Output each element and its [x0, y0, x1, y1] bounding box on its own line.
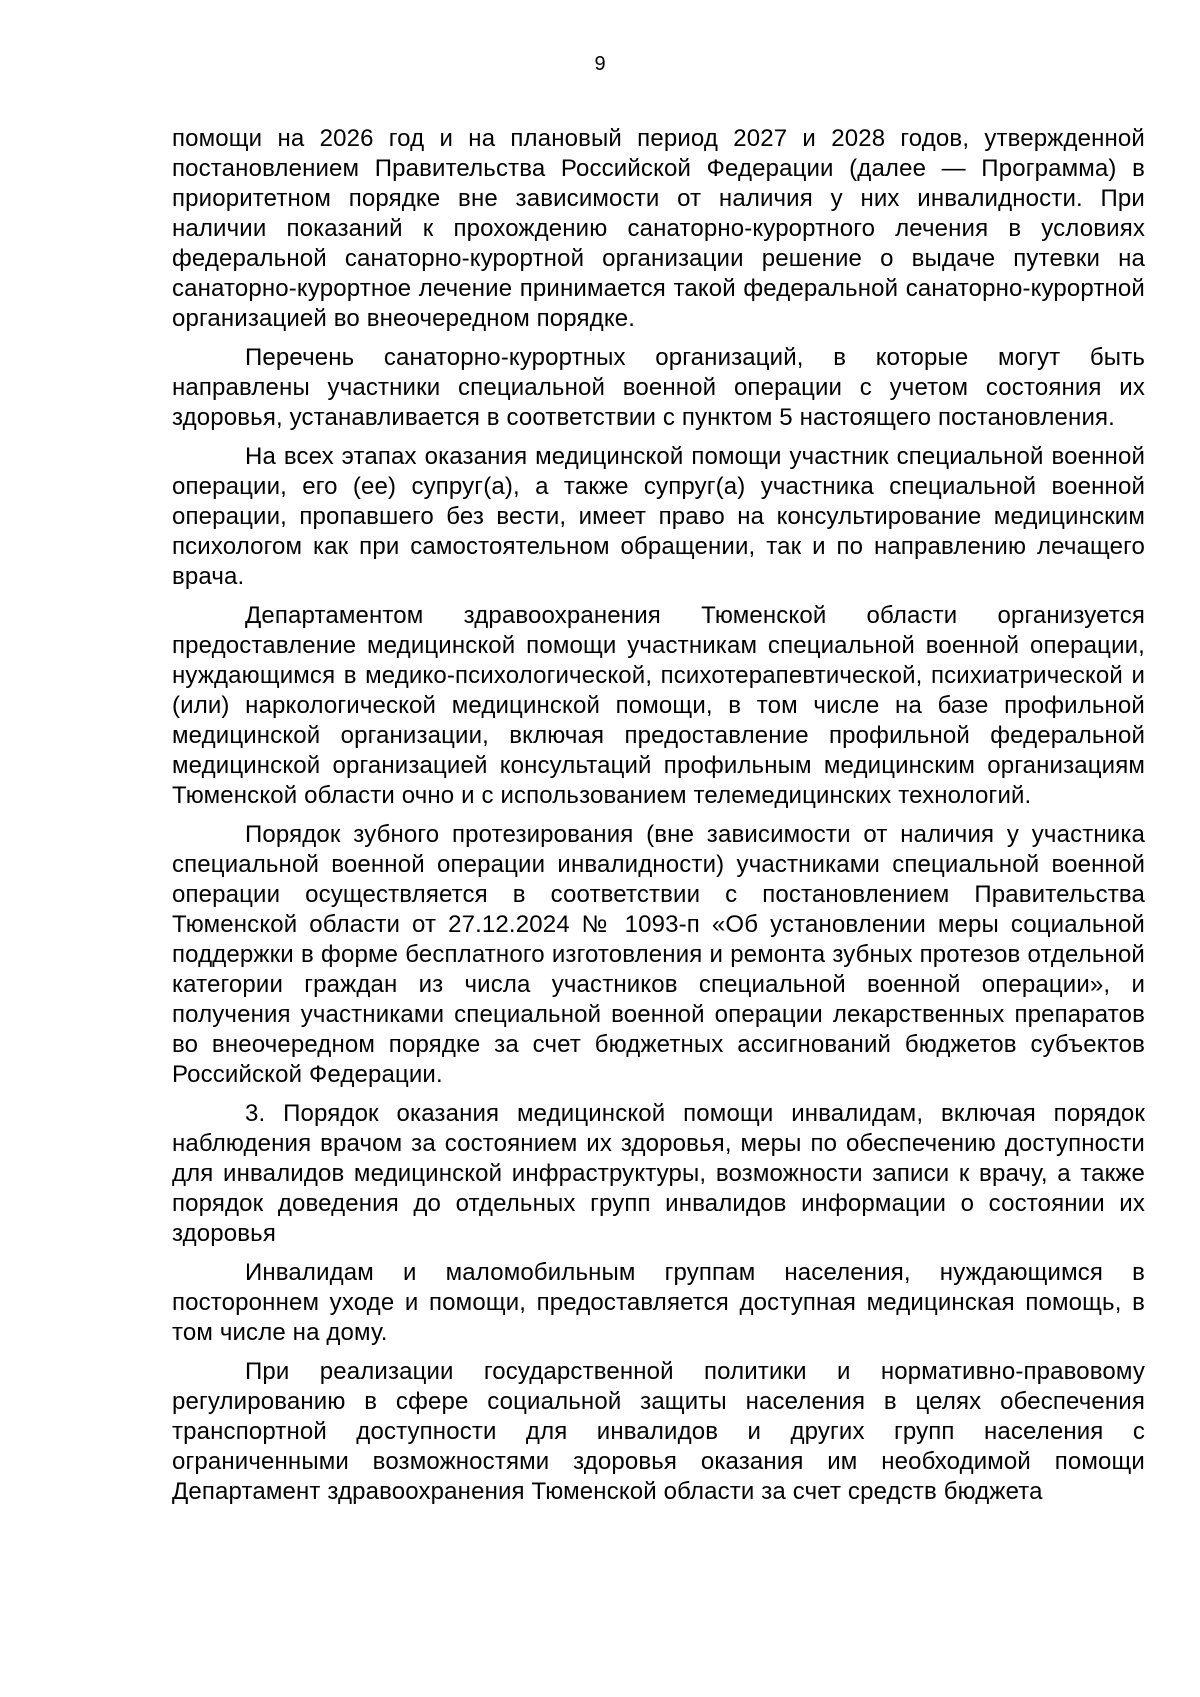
paragraph-transport-accessibility: При реализации государственной политики и нормативно-правовому регулированию в сфере социальной защиты населения в целях обеспечения транспортной доступности для инвалидов и других групп населения с ограниченными возможностями здоровья оказания им необходимой помощи Департамент здравоохранения Тюменской области за счет средств бюджета	[172, 1358, 1145, 1505]
section-heading-disabled-care: 3. Порядок оказания медицинской помощи инвалидам, включая порядок наблюдения врачом за состоянием их здоровья, меры по обеспечению доступности для инвалидов медицинской инфраструктуры, возможности записи к врачу, а также порядок доведения до отдельных групп инвалидов информации о состоянии их здоровья	[172, 1100, 1145, 1247]
paragraph-program-continuation: помощи на 2026 год и на плановый период 2027 и 2028 годов, утвержденной постановлением Правительства Российской Федерации (далее — Программа) в приоритетном порядке вне зависимости от наличия у них инвалидности. При наличии показаний к прохождению санаторно-курортного лечения в условиях федеральной санаторно-курортной организации решение о выдаче путевки на санаторно-курортное лечение принимается такой федеральной санаторно-курортной организацией во внеочередном порядке.	[172, 125, 1145, 332]
paragraph-psychologist-consultation: На всех этапах оказания медицинской помощи участник специальной военной операции, его (ее) супруг(а), а также супруг(а) участника специальной военной операции, пропавшего без вести, имеет право на консультирование медицинским психологом как при самостоятельном обращении, так и по направлению лечащего врача.	[172, 443, 1145, 590]
paragraph-home-care: Инвалидам и маломобильным группам населения, нуждающимся в постороннем уходе и помощи, предоставляется доступная медицинская помощь, в том числе на дому.	[172, 1259, 1145, 1346]
document-body	[172, 124, 1145, 1516]
page-number: 9	[594, 53, 606, 75]
paragraph-mental-health-care: Департаментом здравоохранения Тюменской области организуется предоставление медицинской помощи участникам специальной военной операции, нуждающимся в медико-психологической, психотерапевтической, психиатрической и (или) наркологической медицинской помощи, в том числе на базе профильной медицинской организации, включая предоставление профильной федеральной медицинской организацией консультаций профильным медицинским организациям Тюменской области очно и с использованием телемедицинских технологий.	[172, 602, 1145, 809]
paragraph-sanatorium-list: Перечень санаторно-курортных организаций, в которые могут быть направлены участники специальной военной операции с учетом состояния их здоровья, устанавливается в соответствии с пунктом 5 настоящего постановления.	[172, 344, 1145, 431]
paragraph-dental-prosthetics: Порядок зубного протезирования (вне зависимости от наличия у участника специальной военной операции инвалидности) участниками специальной военной операции осуществляется в соответствии с постановлением Правительства Тюменской области от 27.12.2024 № 1093-п «Об установлении меры социальной поддержки в форме бесплатного изготовления и ремонта зубных протезов отдельной категории граждан из числа участников специальной военной операции», и получения участниками специальной военной операции лекарственных препаратов во внеочередном порядке за счет бюджетных ассигнований бюджетов субъектов Российской Федерации.	[172, 821, 1145, 1088]
